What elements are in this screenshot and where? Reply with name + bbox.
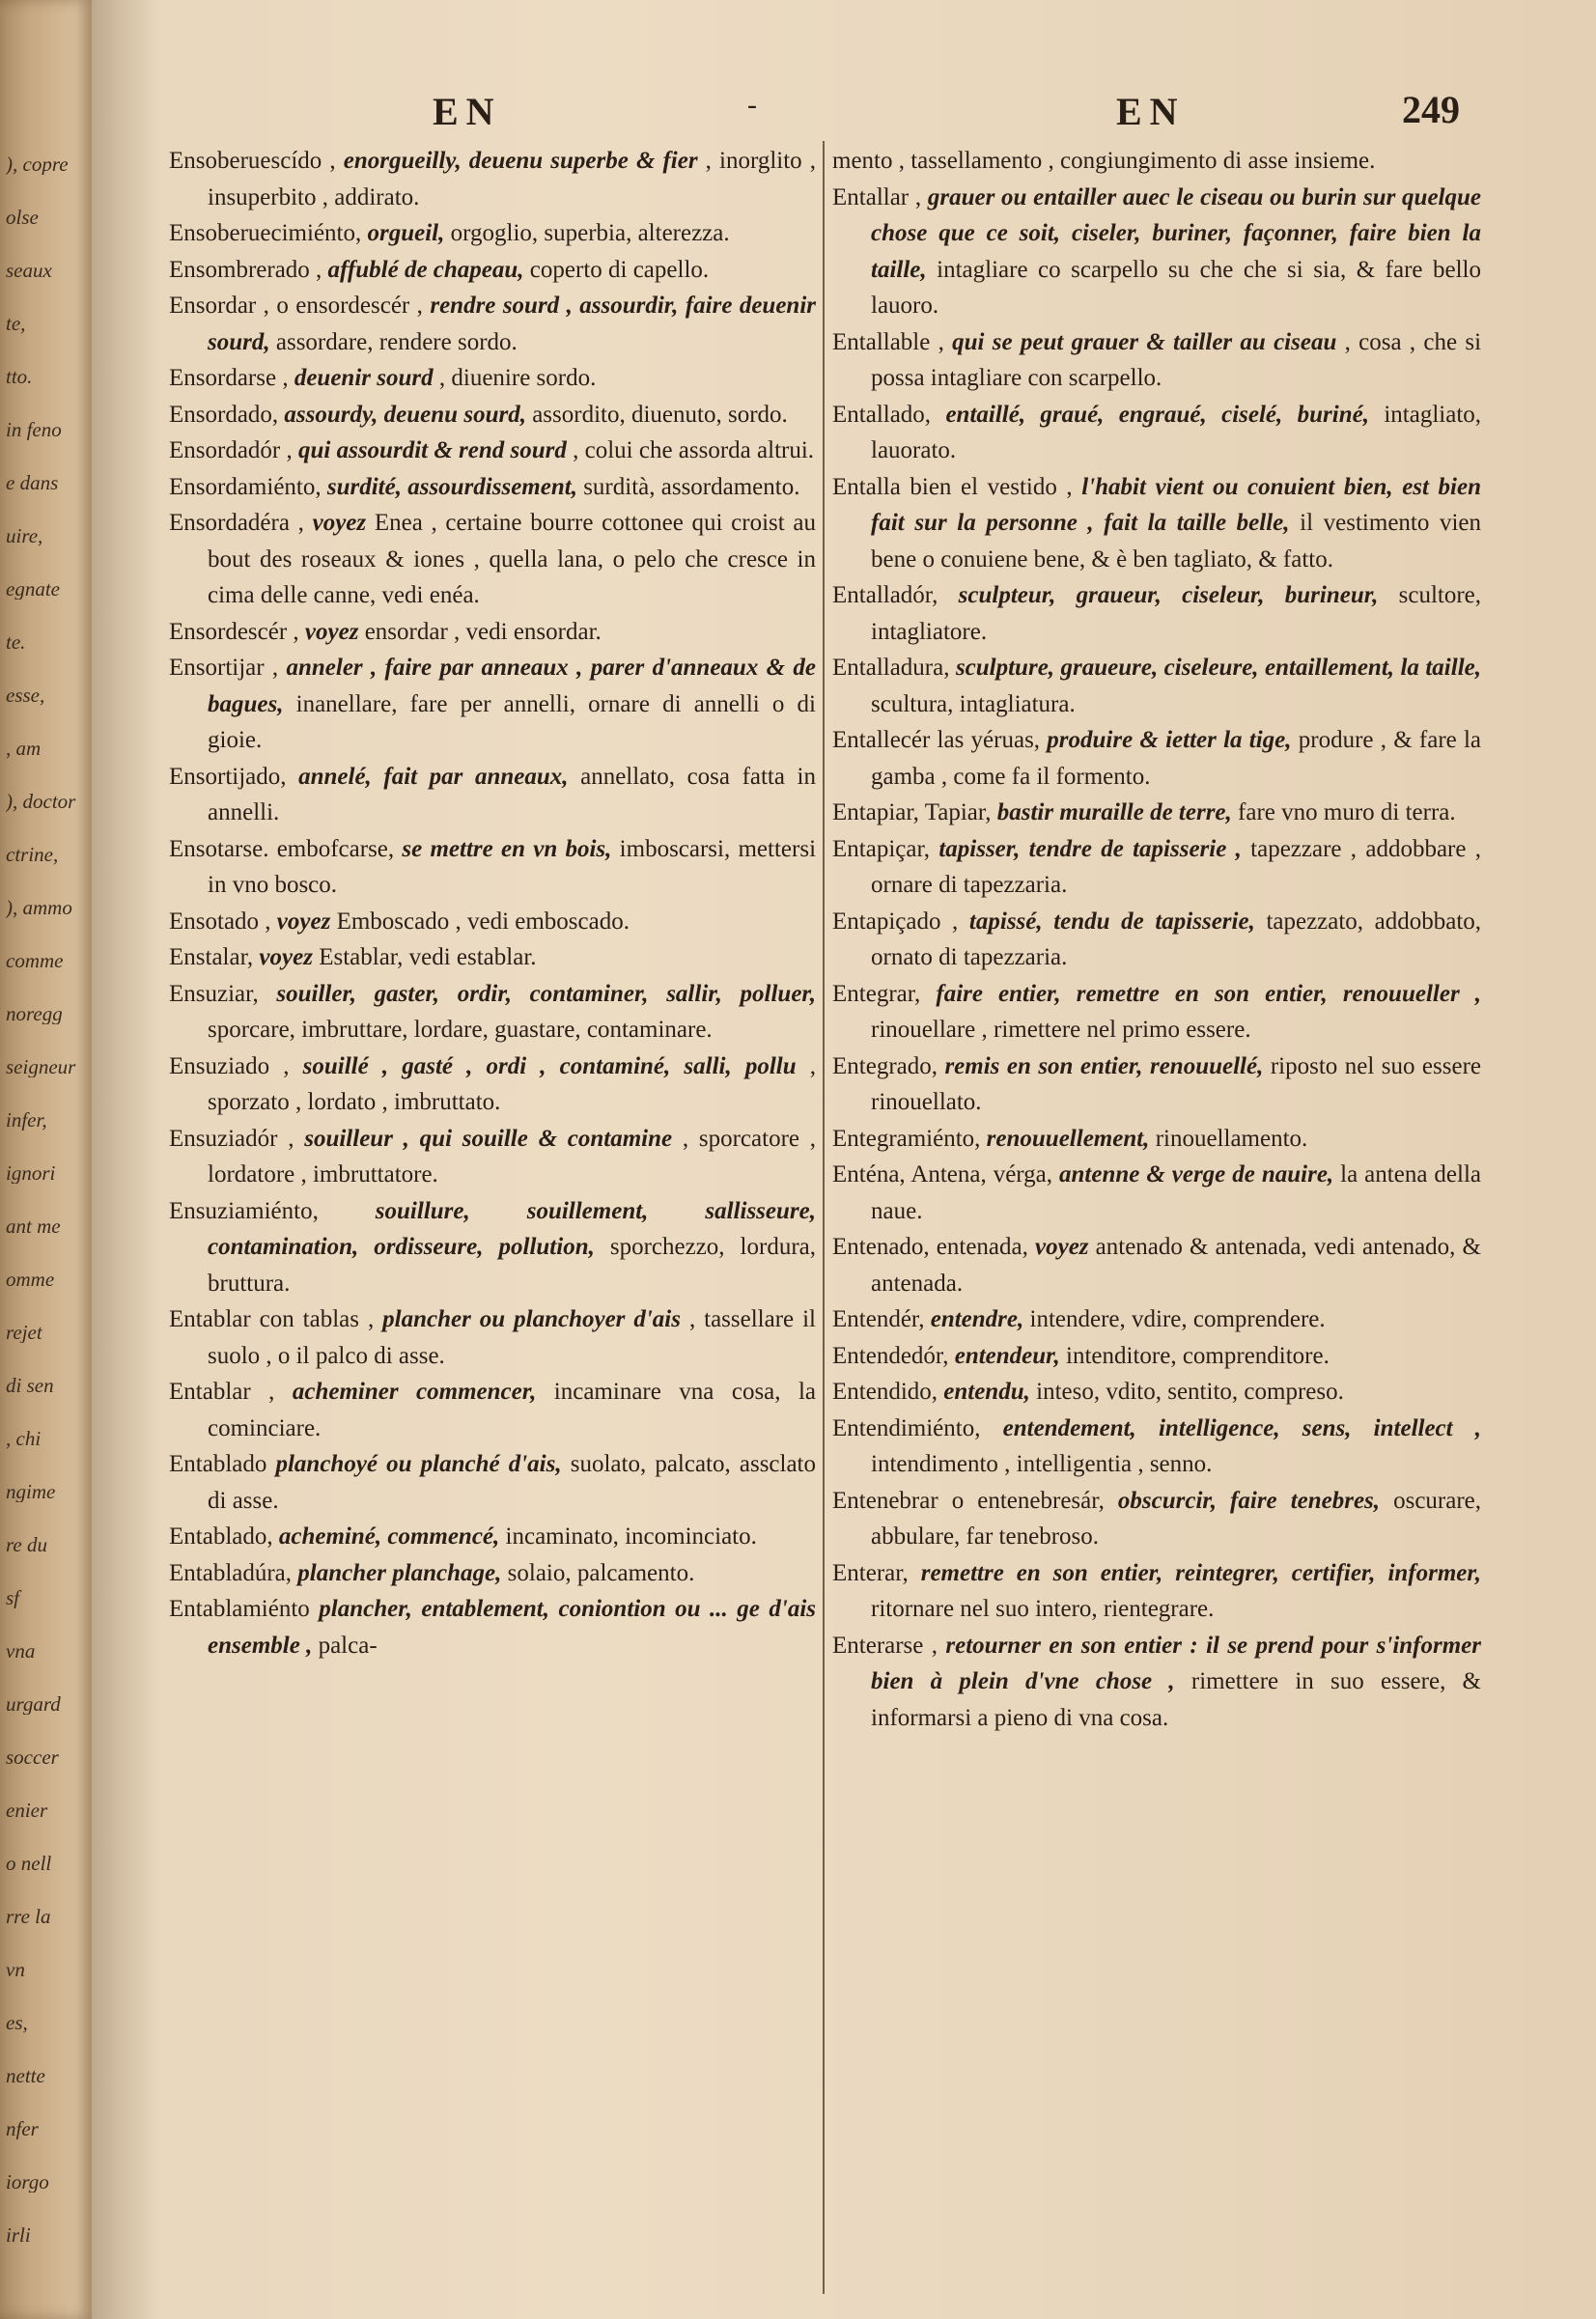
entry-headword: Entallecér las yéruas, — [832, 727, 1041, 753]
dictionary-entry — [832, 1411, 1481, 1483]
margin-fragment: nette — [6, 2066, 45, 2086]
entry-french: remis en son entier, renouuellé, — [944, 1052, 1264, 1079]
entry-french: rendre sourd , assourdir, faire deuenir sourd, — [208, 293, 816, 355]
margin-fragment: e dans — [6, 473, 59, 493]
entry-french: renouuellement, — [986, 1125, 1150, 1152]
entry-french: grauer ou entailler auec le ciseau ou burin sur quelque chose que ce soit, ciseler, buriner, façonner, faire bien la taille, — [871, 183, 1481, 283]
margin-fragment: di sen — [6, 1376, 54, 1396]
entry-french: acheminer commencer, — [292, 1379, 537, 1405]
entry-headword: Ensotarse. embofcarse, — [169, 835, 395, 862]
entry-italian: assordare, rendere sordo. — [275, 328, 518, 355]
margin-fragment: uire, — [6, 526, 43, 546]
entry-headword: Entegrar, — [832, 980, 921, 1007]
entry-headword: Entapiar, Tapiar, — [832, 799, 992, 825]
entry-french: assourdy, deuenu sourd, — [284, 401, 526, 428]
entry-headword: Ensoberuecimiénto, — [169, 220, 362, 246]
entry-french: bastir muraille de terre, — [996, 799, 1232, 825]
entry-italian: , tassellare il suolo , o il palco di asse. — [208, 1306, 816, 1369]
entry-headword: Ensordado, — [169, 401, 279, 428]
entry-headword: Entenado, entenada, — [832, 1234, 1028, 1260]
dictionary-entry — [169, 759, 816, 831]
right-column — [832, 143, 1481, 2296]
entry-italian: , cosa , che si possa intagliare con scarpello. — [871, 328, 1481, 391]
entry-french: enorgueilly, deuenu superbe & fier — [343, 148, 698, 174]
entry-french: entendu, — [943, 1379, 1030, 1405]
dictionary-entry — [832, 324, 1481, 397]
margin-fragment: urgard — [6, 1694, 61, 1715]
dictionary-entry — [832, 1048, 1481, 1121]
entry-italian: , inorglito , insuperbito , addirato. — [208, 148, 816, 210]
entry-italian: fare vno muro di terra. — [1238, 799, 1456, 825]
entry-italian: inanellare, fare per annelli, ornare di annelli o di gioie. — [208, 690, 816, 753]
dictionary-entry — [832, 1301, 1481, 1338]
dictionary-entry — [169, 360, 816, 397]
entry-italian: ensordar , vedi ensordar. — [364, 618, 602, 645]
entry-italian: scultore, intagliatore. — [871, 582, 1481, 645]
dictionary-entry — [169, 1555, 816, 1592]
entry-headword: Ensordadéra , — [169, 510, 304, 536]
margin-fragment: ), ammo — [6, 898, 72, 918]
dictionary-entry — [832, 1229, 1481, 1301]
entry-french: voyez — [276, 908, 331, 935]
entry-french: voyez — [1035, 1234, 1089, 1260]
dictionary-entry — [832, 1338, 1481, 1375]
entry-headword: Entegramiénto, — [832, 1125, 981, 1152]
entry-french: entaillé, graué, engraué, ciselé, buriné, — [945, 401, 1369, 428]
dictionary-entry — [832, 1121, 1481, 1158]
dictionary-entry — [832, 976, 1481, 1048]
entry-french: voyez — [312, 510, 367, 536]
entry-headword: Entablado, — [169, 1523, 273, 1550]
entry-french: sculpture, graueure, ciseleure, entaillement, la taille, — [955, 655, 1481, 681]
entry-italian: incaminato, incominciato. — [505, 1523, 757, 1550]
entry-headword: Entendido, — [832, 1379, 938, 1405]
entry-headword: Ensordamiénto, — [169, 473, 322, 500]
margin-fragment: infer, — [6, 1110, 47, 1131]
dictionary-entry — [832, 904, 1481, 976]
entry-french: qui se peut grauer & tailler au ciseau — [952, 328, 1337, 355]
entry-headword: Ensuziar, — [169, 980, 259, 1007]
entry-italian: solaio, palcamento. — [507, 1559, 695, 1586]
dictionary-entry — [169, 1193, 816, 1302]
entry-headword: Entegrado, — [832, 1052, 938, 1079]
entry-french: souilleur , qui souille & contamine — [304, 1125, 673, 1152]
margin-fragment: irli — [6, 2225, 31, 2246]
entry-headword: Ensuziamiénto, — [169, 1197, 319, 1224]
page-number: 249 — [1402, 88, 1460, 131]
entry-italian: Enea , certaine bourre cottonee qui croist au bout des roseaux & iones , quella lana, o pelo che cresce in cima delle canne, vedi enéa. — [208, 510, 816, 608]
dictionary-entry — [169, 1048, 816, 1121]
margin-fragment: re du — [6, 1535, 47, 1555]
entry-french: plancher planchage, — [297, 1559, 502, 1586]
entry-headword: Entendér, — [832, 1306, 925, 1332]
margin-fragment: ), doctor — [6, 792, 76, 812]
margin-fragment: te. — [6, 632, 26, 653]
entry-italian: suolato, palcato, assclato di asse. — [208, 1451, 816, 1514]
entry-italian: intendimento , intelligentia , senno. — [871, 1451, 1213, 1477]
entry-italian: , sporcatore , lordatore , imbruttatore. — [208, 1125, 816, 1187]
entry-headword: Ensortijado, — [169, 763, 287, 790]
entry-french: annelé, fait par anneaux, — [298, 763, 569, 790]
entry-french: voyez — [304, 618, 359, 645]
dictionary-entry — [169, 1121, 816, 1193]
dictionary-entry — [169, 252, 816, 289]
entry-headword: Entapiçar, — [832, 835, 931, 862]
entry-italian: rinouellare , rimettere nel primo essere. — [871, 1017, 1251, 1043]
dictionary-entry — [169, 397, 816, 433]
margin-fragment: olse — [6, 208, 39, 228]
entry-french: tapisser, tendre de tapisserie , — [938, 835, 1242, 862]
entry-french: remettre en son entier, reintegrer, certifier, informer, — [920, 1559, 1481, 1586]
entry-french: planchoyé ou planché d'ais, — [275, 1451, 562, 1477]
dictionary-entry — [169, 650, 816, 759]
dictionary-entry — [832, 831, 1481, 904]
entry-headword: Entablamiénto — [169, 1596, 310, 1622]
dictionary-entry — [169, 469, 816, 506]
entry-italian: rinouellamento. — [1155, 1125, 1308, 1152]
entry-italian: intagliato, lauorato. — [871, 401, 1481, 463]
margin-fragment: ), copre — [6, 154, 69, 175]
margin-fragment: noregg — [6, 1004, 63, 1024]
margin-fragment: o nell — [6, 1854, 52, 1874]
entry-italian: tapezzare , addobbare , ornare di tapezzaria. — [871, 835, 1481, 898]
dictionary-entry — [832, 650, 1481, 722]
dictionary-entry — [169, 831, 816, 904]
entry-italian: , sporzato , lordato , imbruttato. — [208, 1052, 816, 1115]
entry-headword: Entalla bien el vestido , — [832, 473, 1073, 500]
entry-italian: Emboscado , vedi emboscado. — [336, 908, 630, 935]
margin-fragment: es, — [6, 2013, 28, 2033]
previous-page-edge — [0, 0, 92, 2319]
running-header — [0, 89, 1596, 137]
margin-fragment: enier — [6, 1801, 48, 1821]
entry-headword: Entablar con tablas , — [169, 1306, 375, 1332]
margin-fragment: vna — [6, 1641, 36, 1662]
entry-italian: il vestimento vien bene o conuiene bene, & è ben tagliato, & fatto. — [871, 510, 1481, 573]
entry-italian: tapezzato, addobbato, ornato di tapezzaria. — [871, 908, 1481, 970]
entry-french: sculpteur, graueur, ciseleur, burineur, — [958, 582, 1379, 608]
entry-french: retourner en son entier : il se prend pour s'informer bien à plein d'vne chose , — [871, 1632, 1481, 1694]
entry-headword: Entalladura, — [832, 655, 950, 681]
entry-french: entendre, — [930, 1306, 1024, 1332]
entry-french: se mettre en vn bois, — [402, 835, 612, 862]
entry-headword: Entenebrar o entenebresár, — [832, 1487, 1105, 1514]
entry-headword: Entendimiénto, — [832, 1414, 981, 1441]
gutter-shadow — [92, 0, 159, 2319]
entry-headword: Entallar , — [832, 183, 922, 210]
entry-french: surdité, assourdissement, — [326, 473, 577, 500]
entry-italian: scultura, intagliatura. — [871, 690, 1076, 717]
dictionary-entry — [832, 397, 1481, 469]
entry-french: faire entier, remettre en son entier, renouueller , — [936, 980, 1481, 1007]
dictionary-entry — [169, 904, 816, 940]
margin-fragment: seaux — [6, 261, 52, 281]
dictionary-entry — [169, 1591, 816, 1663]
entry-french: obscurcir, faire tenebres, — [1117, 1487, 1381, 1514]
margin-fragment: ignori — [6, 1163, 56, 1184]
margin-fragment: omme — [6, 1270, 55, 1290]
entry-italian: intagliare co scarpello su che che si sia, & fare bello lauoro. — [871, 256, 1481, 319]
dictionary-entry — [832, 1157, 1481, 1229]
dictionary-entry — [169, 1374, 816, 1446]
dictionary-entry — [169, 1519, 816, 1555]
entry-headword: Ensordescér , — [169, 618, 299, 645]
header-left-guide-word: EN — [433, 90, 502, 133]
dictionary-entry — [832, 1374, 1481, 1411]
entry-italian: sporcare, imbruttare, lordare, guastare, contaminare. — [208, 1017, 713, 1043]
margin-fragment: , am — [6, 739, 42, 759]
entry-headword: Entablar , — [169, 1379, 275, 1405]
entry-headword: Ensordarse , — [169, 365, 289, 391]
column-rule — [823, 141, 825, 2294]
dictionary-entry — [169, 939, 816, 976]
entry-italian: intendere, vdire, comprendere. — [1029, 1306, 1326, 1332]
dictionary-entry — [832, 469, 1481, 578]
entry-headword: Entallado, — [832, 401, 932, 428]
dictionary-entry — [169, 1301, 816, 1374]
entry-headword: Ensoberuescído , — [169, 148, 336, 174]
entry-italian: inteso, vdito, sentito, compreso. — [1036, 1379, 1344, 1405]
entry-headword: Ensordar , o ensordescér , — [169, 293, 423, 319]
entry-italian: riposto nel suo essere rinouellato. — [871, 1052, 1481, 1115]
entry-italian: orgoglio, superbia, alterezza. — [450, 220, 730, 246]
dictionary-entry — [169, 433, 816, 469]
entry-italian: , colui che assorda altrui. — [573, 437, 815, 463]
entry-italian: assordito, diuenuto, sordo. — [532, 401, 788, 428]
entry-french: souillé , gasté , ordi , contaminé, salli, pollu — [302, 1052, 797, 1079]
margin-fragment: rre la — [6, 1907, 51, 1927]
dictionary-entry — [169, 215, 816, 252]
dictionary-entry — [832, 577, 1481, 650]
entry-french: acheminé, commencé, — [278, 1523, 500, 1550]
margin-fragment: esse, — [6, 685, 45, 706]
margin-fragment: ant me — [6, 1216, 61, 1237]
entry-french: plancher ou planchoyer d'ais — [382, 1306, 681, 1332]
entry-italian: intenditore, comprenditore. — [1066, 1342, 1330, 1369]
dictionary-entry — [169, 614, 816, 651]
entry-french: affublé de chapeau, — [327, 256, 524, 283]
entry-headword: Enténa, Antena, vérga, — [832, 1161, 1053, 1187]
entry-french: qui assourdit & rend sourd — [298, 437, 567, 463]
entry-french: tapissé, tendu de tapisserie, — [968, 908, 1255, 935]
entry-french: plancher, entablement, coniontion ou ... ge d'ais ensemble , — [208, 1596, 816, 1659]
entry-french: orgueil, — [367, 220, 445, 246]
entry-italian: rimettere in suo essere, & informarsi a pieno di vna cosa. — [871, 1668, 1481, 1731]
entry-headword: Entabladúra, — [169, 1559, 293, 1586]
entry-headword: Ensombrerado , — [169, 256, 322, 283]
entry-french: l'habit vient ou conuient bien, est bien fait sur la personne , fait la taille belle, — [871, 473, 1481, 536]
entry-french: anneler , faire par anneaux , parer d'anneaux & de bagues, — [208, 655, 816, 717]
entry-headword: Ensortijar , — [169, 655, 279, 681]
dictionary-entry — [169, 505, 816, 614]
entry-headword: Ensotado , — [169, 908, 271, 935]
entry-italian: imboscarsi, mettersi in vno bosco. — [208, 835, 816, 898]
margin-fragment: egnate — [6, 579, 60, 600]
entry-headword: Ensuziado , — [169, 1052, 290, 1079]
dictionary-entry — [832, 180, 1481, 324]
dictionary-entry — [832, 143, 1481, 180]
entry-italian: incaminare vna cosa, la cominciare. — [208, 1379, 816, 1441]
entry-italian: , diuenire sordo. — [438, 365, 597, 391]
entry-italian: oscurare, abbulare, far tenebroso. — [871, 1487, 1481, 1550]
entry-headword: Entendedór, — [832, 1342, 949, 1369]
dictionary-entry — [169, 976, 816, 1048]
header-right-guide-word: EN — [1116, 90, 1186, 133]
margin-fragment: vn — [6, 1960, 25, 1980]
margin-fragment: in feno — [6, 420, 62, 440]
entry-headword: Entallable , — [832, 328, 944, 355]
left-column — [169, 143, 816, 2296]
dictionary-entry — [832, 1483, 1481, 1555]
entry-headword: Ensordadór , — [169, 437, 293, 463]
margin-fragment: rejet — [6, 1323, 42, 1343]
dictionary-entry — [832, 1555, 1481, 1628]
entry-french: deuenir sourd — [294, 365, 434, 391]
entry-headword: Enstalar, — [169, 944, 254, 970]
margin-fragment: ngime — [6, 1482, 56, 1502]
margin-fragment: te, — [6, 314, 26, 334]
entry-french: produire & ietter la tige, — [1047, 727, 1292, 753]
entry-italian: sporchezzo, lordura, bruttura. — [208, 1234, 816, 1297]
entry-headword: Entapiçado , — [832, 908, 959, 935]
entry-french: entendeur, — [954, 1342, 1060, 1369]
entry-headword: Entablado — [169, 1451, 267, 1477]
margin-fragment: nfer — [6, 2119, 39, 2139]
entry-italian: coperto di capello. — [529, 256, 710, 283]
entry-italian: ritornare nel suo intero, rientegrare. — [871, 1596, 1215, 1622]
entry-headword: Entalladór, — [832, 582, 938, 608]
dictionary-entry — [169, 143, 816, 215]
margin-fragment: iorgo — [6, 2172, 49, 2193]
margin-fragment: tto. — [6, 367, 33, 387]
margin-fragment: sf — [6, 1588, 20, 1608]
entry-italian: annellato, cosa fatta in annelli. — [208, 763, 816, 825]
dictionary-entry — [169, 288, 816, 360]
dictionary-entry — [832, 795, 1481, 831]
entry-italian: Establar, vedi establar. — [319, 944, 537, 970]
entry-french: souillure, souillement, sallisseure, contamination, ordisseure, pollution, — [208, 1197, 816, 1260]
entry-headword: Enterar, — [832, 1559, 909, 1586]
entry-italian: surdità, assordamento. — [583, 473, 800, 500]
dictionary-entry — [832, 1628, 1481, 1737]
entry-headword: Ensuziadór , — [169, 1125, 294, 1152]
entry-italian: palca- — [318, 1632, 378, 1659]
margin-fragment: ctrine, — [6, 845, 59, 865]
entry-italian: mento , tassellamento , congiungimento di asse insieme. — [832, 148, 1376, 174]
header-dash: - — [747, 89, 757, 121]
dictionary-entry — [832, 722, 1481, 795]
entry-headword: Enterarse , — [832, 1632, 938, 1659]
entry-italian: antenado & antenada, vedi antenado, & antenada. — [871, 1234, 1481, 1297]
margin-fragment: , chi — [6, 1429, 42, 1449]
entry-french: entendement, intelligence, sens, intellect , — [1002, 1414, 1481, 1441]
margin-fragment: soccer — [6, 1747, 59, 1768]
entry-italian: la antena della naue. — [871, 1161, 1481, 1224]
entry-french: antenne & verge de nauire, — [1059, 1161, 1334, 1187]
margin-fragment: seigneur — [6, 1057, 76, 1077]
entry-french: voyez — [259, 944, 313, 970]
entry-french: souiller, gaster, ordir, contaminer, sallir, polluer, — [276, 980, 816, 1007]
margin-fragment: comme — [6, 951, 64, 971]
dictionary-entry — [169, 1446, 816, 1519]
entry-italian: produre , & fare la gamba , come fa il formento. — [871, 727, 1481, 790]
